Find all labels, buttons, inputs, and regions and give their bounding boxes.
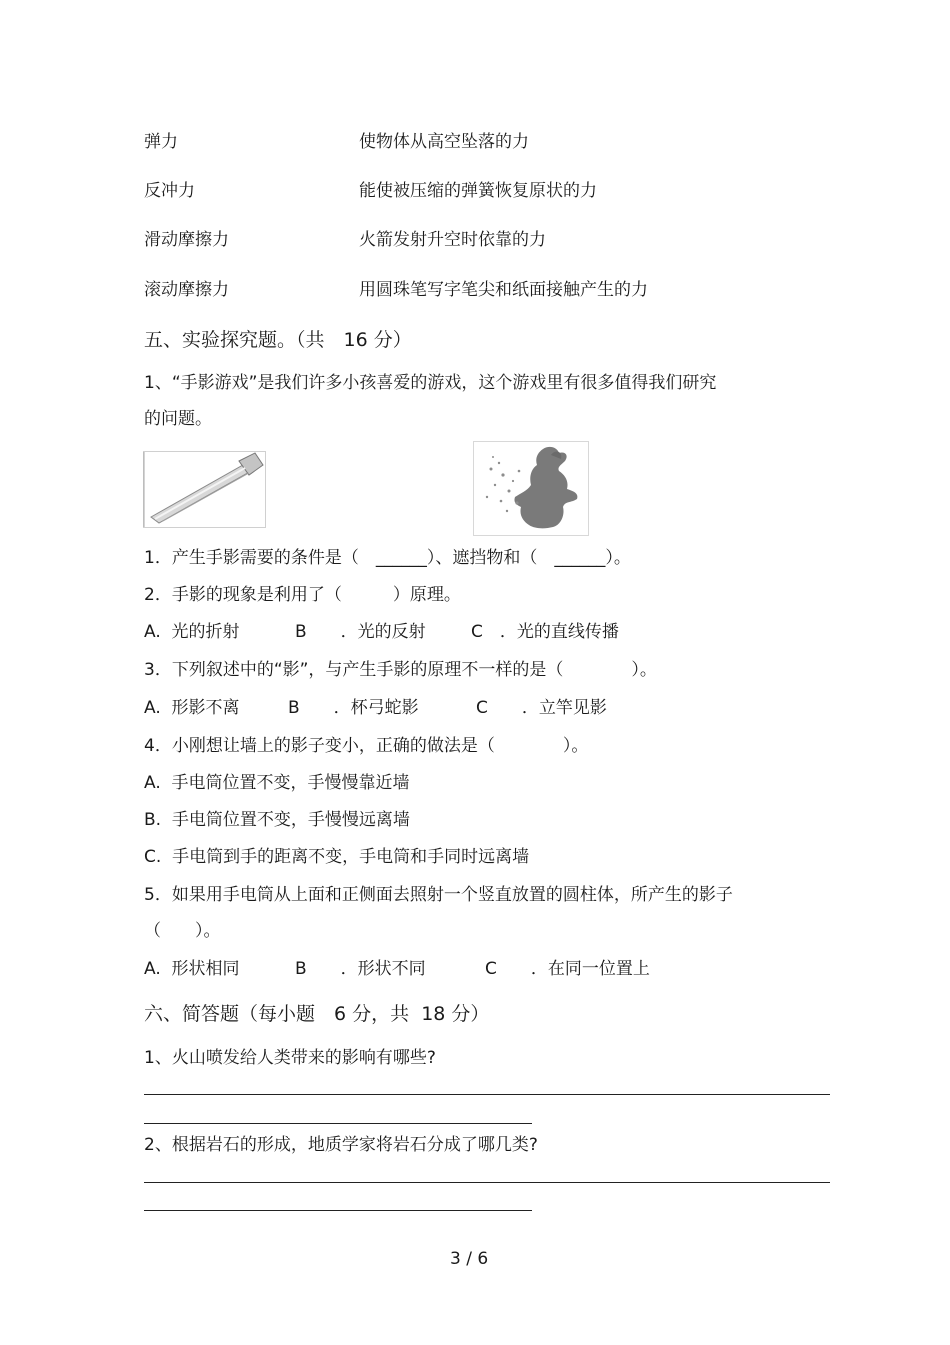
q3-option-c: C ．立竿见影: [476, 698, 607, 718]
match-left-3: 滑动摩擦力: [144, 230, 229, 250]
q5-option-c: C ．在同一位置上: [485, 959, 650, 979]
match-right-3: 火箭发射升空时依靠的力: [359, 230, 546, 250]
section6-q1: 1、火山喷发给人类带来的影响有哪些?: [144, 1048, 436, 1068]
q3-option-b: B ．杯弓蛇影: [288, 698, 419, 718]
q2-option-a: A. 光的折射: [144, 622, 240, 642]
q4: 4．小刚想让墙上的影子变小，正确的做法是（ ）。: [144, 736, 589, 756]
q4-option-b: B. 手电筒位置不变，手慢慢远离墙: [144, 810, 410, 830]
q5-option-b: B ．形状不同: [295, 959, 426, 979]
q4-option-c: C. 手电筒到手的距离不变，手电筒和手同时远离墙: [144, 847, 530, 867]
match-left-1: 弹力: [144, 132, 178, 152]
answer-line: [144, 1182, 830, 1183]
answer-line: [144, 1094, 830, 1095]
answer-line: [144, 1123, 532, 1124]
q5-option-a: A. 形状相同: [144, 959, 240, 979]
section5-intro-1: 1、“手影游戏”是我们许多小孩喜爱的游戏，这个游戏里有很多值得我们研究: [144, 373, 717, 393]
page-number: 3 / 6: [450, 1249, 489, 1269]
section6-title: 六、简答题（每小题 6 分，共 18 分）: [144, 1003, 490, 1025]
rabbit-shadow-image: [473, 441, 589, 536]
q4-option-a: A. 手电筒位置不变，手慢慢靠近墙: [144, 773, 410, 793]
section6-q2: 2、根据岩石的形成，地质学家将岩石分成了哪几类?: [144, 1135, 538, 1155]
answer-line: [144, 1210, 532, 1211]
match-left-4: 滚动摩擦力: [144, 280, 229, 300]
match-right-2: 能使被压缩的弹簧恢复原状的力: [359, 181, 597, 201]
q5-line-2: （ ）。: [144, 921, 221, 941]
q3-option-a: A. 形影不离: [144, 698, 240, 718]
q2: 2．手影的现象是利用了（ ）原理。: [144, 585, 461, 605]
q1: 1．产生手影需要的条件是（ ______）、遮挡物和（ ______）。: [144, 548, 631, 568]
section5-intro-2: 的问题。: [144, 409, 212, 429]
match-right-4: 用圆珠笔写字笔尖和纸面接触产生的力: [359, 280, 648, 300]
q2-option-b: B ．光的反射: [295, 622, 426, 642]
q2-option-c: C ．光的直线传播: [471, 622, 619, 642]
section5-title: 五、实验探究题。（共 16 分）: [144, 329, 412, 351]
flashlight-image: [143, 451, 266, 528]
match-right-1: 使物体从高空坠落的力: [359, 132, 529, 152]
q3: 3．下列叙述中的“影”，与产生手影的原理不一样的是（ ）。: [144, 660, 657, 680]
match-left-2: 反冲力: [144, 181, 195, 201]
q5-line-1: 5．如果用手电筒从上面和正侧面去照射一个竖直放置的圆柱体，所产生的影子: [144, 885, 733, 905]
